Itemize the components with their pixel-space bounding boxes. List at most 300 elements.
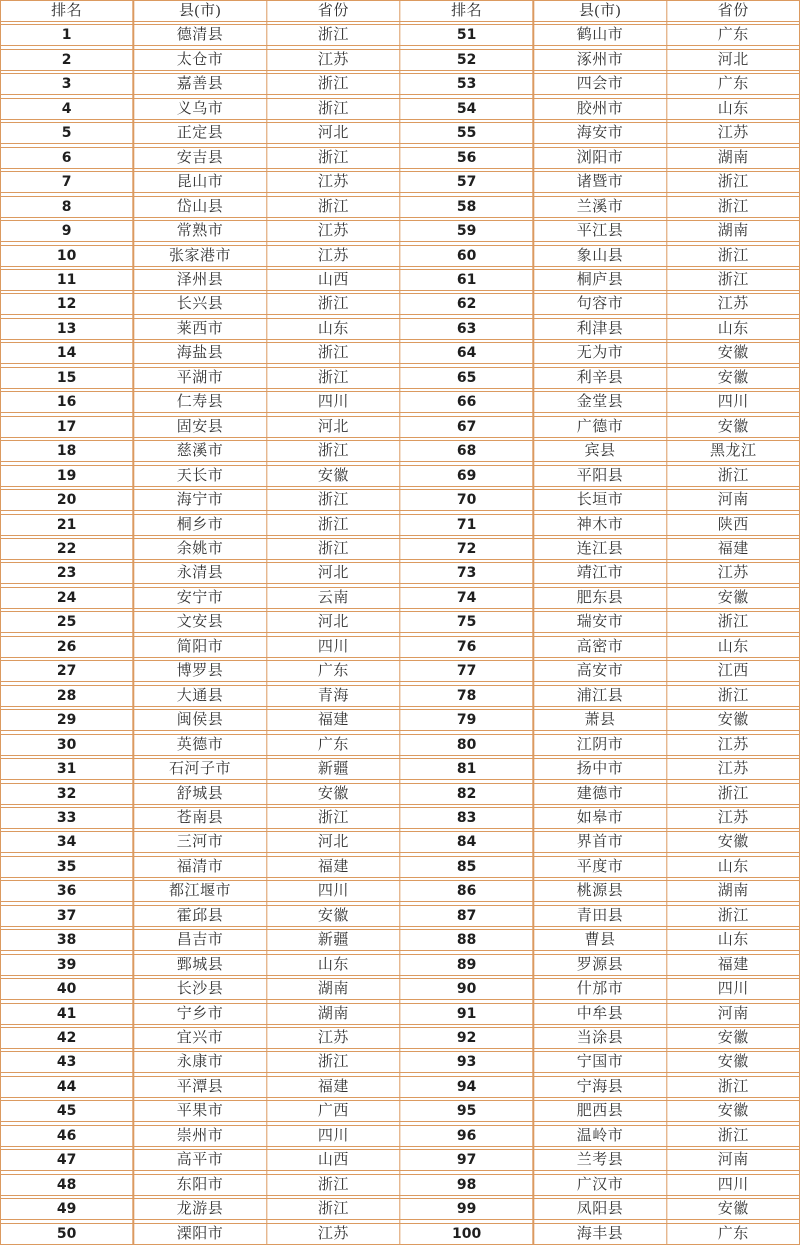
rank-cell: 42 (56, 1030, 77, 1047)
province-cell: 湖南 (717, 223, 749, 240)
rank-cell: 10 (56, 247, 77, 264)
province-cell: 江苏 (717, 761, 749, 778)
rank-cell: 9 (61, 223, 72, 240)
province-cell: 广东 (317, 736, 349, 753)
county-cell: 桐乡市 (176, 516, 224, 533)
table-row (0, 954, 800, 976)
province-cell: 浙江 (717, 271, 749, 288)
rank-cell: 55 (456, 125, 477, 142)
rank-cell: 75 (456, 614, 477, 631)
county-cell: 慈溪市 (176, 443, 224, 460)
rank-cell: 45 (56, 1103, 77, 1120)
county-cell: 安宁市 (176, 589, 224, 606)
table-row (0, 196, 800, 218)
county-cell: 句容市 (576, 296, 624, 313)
province-cell: 浙江 (317, 540, 349, 557)
province-cell: 湖南 (317, 981, 349, 998)
county-cell: 海盐县 (176, 345, 224, 362)
header-cell: 排名 (51, 3, 83, 19)
table-row (0, 880, 800, 902)
rank-cell: 32 (56, 785, 77, 802)
rank-cell: 4 (61, 100, 72, 117)
table-row (0, 905, 800, 927)
table-row (0, 367, 800, 389)
rank-cell: 29 (56, 712, 77, 729)
province-cell: 安徽 (717, 1201, 749, 1218)
province-cell: 广东 (317, 663, 349, 680)
rank-cell: 92 (456, 1030, 477, 1047)
county-cell: 太仓市 (176, 51, 224, 68)
county-cell: 桐庐县 (576, 271, 624, 288)
rank-cell: 66 (456, 394, 477, 411)
rank-cell: 97 (456, 1152, 477, 1169)
rank-cell: 20 (56, 492, 77, 509)
table-row (0, 1003, 800, 1025)
rank-cell: 47 (56, 1152, 77, 1169)
province-cell: 江苏 (317, 1030, 349, 1047)
county-cell: 文安县 (176, 614, 224, 631)
county-cell: 泽州县 (176, 271, 224, 288)
province-cell: 浙江 (317, 516, 349, 533)
province-cell: 浙江 (717, 1078, 749, 1095)
county-cell: 建德市 (576, 785, 624, 802)
rank-cell: 49 (56, 1201, 77, 1218)
province-cell: 浙江 (317, 149, 349, 166)
province-cell: 安徽 (717, 418, 749, 435)
table-row (0, 416, 800, 438)
table-row (0, 220, 800, 242)
county-cell: 简阳市 (176, 638, 224, 655)
province-cell: 河北 (317, 125, 349, 142)
rank-cell: 86 (456, 883, 477, 900)
rank-cell: 80 (456, 736, 477, 753)
county-cell: 广德市 (576, 418, 624, 435)
table-row (0, 1198, 800, 1220)
county-cell: 当涂县 (576, 1030, 624, 1047)
rank-cell: 90 (456, 981, 477, 998)
rank-cell: 19 (56, 467, 77, 484)
county-cell: 海宁市 (176, 492, 224, 509)
province-cell: 四川 (717, 981, 749, 998)
rank-cell: 41 (56, 1005, 77, 1022)
rank-cell: 100 (452, 1225, 482, 1242)
table-row (0, 783, 800, 805)
county-cell: 扬中市 (576, 761, 624, 778)
province-cell: 浙江 (317, 369, 349, 386)
province-cell: 浙江 (317, 1201, 349, 1218)
header-cell: 县(市) (178, 3, 221, 19)
province-cell: 云南 (317, 589, 349, 606)
county-cell: 崇州市 (176, 1127, 224, 1144)
rank-cell: 21 (56, 516, 77, 533)
county-cell: 青田县 (576, 907, 624, 924)
province-cell: 江苏 (717, 565, 749, 582)
rank-cell: 77 (456, 663, 477, 680)
province-cell: 安徽 (717, 1103, 749, 1120)
province-cell: 浙江 (317, 198, 349, 215)
rank-cell: 76 (456, 638, 477, 655)
table-row (0, 758, 800, 780)
rank-cell: 15 (56, 369, 77, 386)
county-cell: 界首市 (576, 834, 624, 851)
rank-cell: 18 (56, 443, 77, 460)
rank-cell: 88 (456, 932, 477, 949)
rank-cell: 51 (456, 27, 477, 44)
rank-cell: 58 (456, 198, 477, 215)
county-cell: 利津县 (576, 320, 624, 337)
rank-cell: 2 (61, 51, 72, 68)
county-cell: 如皋市 (576, 809, 624, 826)
table-row (0, 562, 800, 584)
county-cell: 平度市 (576, 858, 624, 875)
rank-cell: 95 (456, 1103, 477, 1120)
province-cell: 青海 (317, 687, 349, 704)
rank-cell: 93 (456, 1054, 477, 1071)
province-cell: 湖南 (717, 149, 749, 166)
county-cell: 肥东县 (576, 589, 624, 606)
province-cell: 山东 (317, 956, 349, 973)
rank-cell: 60 (456, 247, 477, 264)
county-cell: 曹县 (584, 932, 616, 949)
province-cell: 山东 (717, 932, 749, 949)
province-cell: 广东 (717, 1225, 749, 1242)
county-cell: 靖江市 (576, 565, 624, 582)
county-cell: 象山县 (576, 247, 624, 264)
county-cell: 三河市 (176, 834, 224, 851)
province-cell: 新疆 (317, 932, 349, 949)
county-cell: 金堂县 (576, 394, 624, 411)
county-cell: 昌吉市 (176, 932, 224, 949)
province-cell: 安徽 (717, 369, 749, 386)
county-cell: 龙游县 (176, 1201, 224, 1218)
county-cell: 宁国市 (576, 1054, 624, 1071)
rank-cell: 48 (56, 1176, 77, 1193)
province-cell: 河北 (317, 614, 349, 631)
county-cell: 萧县 (584, 712, 616, 729)
province-cell: 山东 (717, 638, 749, 655)
county-cell: 安吉县 (176, 149, 224, 166)
table-row (0, 1027, 800, 1049)
province-cell: 浙江 (317, 296, 349, 313)
table-row (0, 685, 800, 707)
table-row (0, 147, 800, 169)
table-row (0, 1051, 800, 1073)
province-cell: 四川 (317, 638, 349, 655)
table-row (0, 24, 800, 46)
rank-cell: 35 (56, 858, 77, 875)
table-row (0, 269, 800, 291)
province-cell: 新疆 (317, 761, 349, 778)
county-cell: 四会市 (576, 76, 624, 93)
table-row (0, 514, 800, 536)
table-row (0, 1223, 800, 1245)
rank-cell: 14 (56, 345, 77, 362)
province-cell: 安徽 (317, 785, 349, 802)
table-row (0, 807, 800, 829)
county-cell: 常熟市 (176, 223, 224, 240)
rank-cell: 50 (56, 1225, 77, 1242)
table-row (0, 831, 800, 853)
province-cell: 安徽 (317, 467, 349, 484)
table-row (0, 611, 800, 633)
rank-cell: 13 (56, 320, 77, 337)
province-cell: 河南 (717, 492, 749, 509)
county-cell: 闽侯县 (176, 712, 224, 729)
county-cell: 义乌市 (176, 100, 224, 117)
table-row (0, 1100, 800, 1122)
province-cell: 浙江 (317, 345, 349, 362)
province-cell: 江苏 (317, 223, 349, 240)
province-cell: 浙江 (317, 1176, 349, 1193)
table-row (0, 709, 800, 731)
rank-cell: 37 (56, 907, 77, 924)
rank-cell: 87 (456, 907, 477, 924)
province-cell: 安徽 (717, 712, 749, 729)
county-cell: 东阳市 (176, 1176, 224, 1193)
table-row (0, 245, 800, 267)
rank-cell: 30 (56, 736, 77, 753)
rank-cell: 57 (456, 174, 477, 191)
county-cell: 广汉市 (576, 1176, 624, 1193)
table-row (0, 1174, 800, 1196)
rank-cell: 28 (56, 687, 77, 704)
rank-cell: 83 (456, 809, 477, 826)
province-cell: 河北 (717, 51, 749, 68)
table-row (0, 1149, 800, 1171)
county-cell: 涿州市 (576, 51, 624, 68)
province-cell: 江苏 (717, 809, 749, 826)
province-cell: 江苏 (317, 1225, 349, 1242)
rank-cell: 24 (56, 589, 77, 606)
rank-cell: 25 (56, 614, 77, 631)
county-cell: 岱山县 (176, 198, 224, 215)
county-cell: 大通县 (176, 687, 224, 704)
rank-cell: 34 (56, 834, 77, 851)
province-cell: 河北 (317, 834, 349, 851)
rank-cell: 82 (456, 785, 477, 802)
province-cell: 安徽 (717, 1030, 749, 1047)
table-row (0, 734, 800, 756)
county-cell: 高平市 (176, 1152, 224, 1169)
county-cell: 天长市 (176, 467, 224, 484)
county-cell: 余姚市 (176, 540, 224, 557)
province-cell: 四川 (317, 1127, 349, 1144)
rank-cell: 69 (456, 467, 477, 484)
county-cell: 海丰县 (576, 1225, 624, 1242)
province-cell: 江苏 (317, 51, 349, 68)
county-cell: 胶州市 (576, 100, 624, 117)
county-cell: 张家港市 (168, 247, 231, 264)
rank-cell: 1 (61, 27, 72, 44)
county-cell: 长兴县 (176, 296, 224, 313)
province-cell: 浙江 (317, 76, 349, 93)
county-cell: 凤阳县 (576, 1201, 624, 1218)
table-row (0, 391, 800, 413)
county-cell: 诸暨市 (576, 174, 624, 191)
county-cell: 舒城县 (176, 785, 224, 802)
province-cell: 江苏 (717, 736, 749, 753)
table-row (0, 929, 800, 951)
rank-cell: 79 (456, 712, 477, 729)
county-cell: 宾县 (584, 443, 616, 460)
header-cell: 省份 (317, 3, 349, 19)
county-cell: 平江县 (576, 223, 624, 240)
county-cell: 博罗县 (176, 663, 224, 680)
province-cell: 四川 (717, 1176, 749, 1193)
rank-cell: 72 (456, 540, 477, 557)
rank-cell: 65 (456, 369, 477, 386)
county-cell: 平湖市 (176, 369, 224, 386)
rank-cell: 43 (56, 1054, 77, 1071)
province-cell: 四川 (317, 394, 349, 411)
province-cell: 安徽 (717, 834, 749, 851)
county-cell: 兰溪市 (576, 198, 624, 215)
county-cell: 苍南县 (176, 809, 224, 826)
province-cell: 浙江 (317, 100, 349, 117)
rank-cell: 71 (456, 516, 477, 533)
rank-cell: 11 (56, 271, 77, 288)
province-cell: 浙江 (717, 174, 749, 191)
rank-cell: 40 (56, 981, 77, 998)
county-cell: 英德市 (176, 736, 224, 753)
county-cell: 德清县 (176, 27, 224, 44)
province-cell: 安徽 (717, 1054, 749, 1071)
county-cell: 高密市 (576, 638, 624, 655)
county-cell: 平果市 (176, 1103, 224, 1120)
province-cell: 河北 (317, 565, 349, 582)
province-cell: 河南 (717, 1152, 749, 1169)
province-cell: 浙江 (717, 467, 749, 484)
province-cell: 山东 (717, 320, 749, 337)
table-row (0, 440, 800, 462)
table-row (0, 171, 800, 193)
table-row (0, 587, 800, 609)
province-cell: 山西 (317, 1152, 349, 1169)
table-row (0, 538, 800, 560)
province-cell: 山东 (317, 320, 349, 337)
table-row (0, 978, 800, 1000)
table-row (0, 293, 800, 315)
county-cell: 温岭市 (576, 1127, 624, 1144)
rank-cell: 56 (456, 149, 477, 166)
county-cell: 霍邱县 (176, 907, 224, 924)
province-cell: 山东 (717, 858, 749, 875)
province-cell: 江西 (717, 663, 749, 680)
province-cell: 安徽 (717, 589, 749, 606)
rank-cell: 39 (56, 956, 77, 973)
rank-cell: 22 (56, 540, 77, 557)
rank-cell: 98 (456, 1176, 477, 1193)
table-row (0, 465, 800, 487)
county-cell: 福清市 (176, 858, 224, 875)
province-cell: 福建 (717, 540, 749, 557)
rank-cell: 12 (56, 296, 77, 313)
rank-cell: 73 (456, 565, 477, 582)
rank-cell: 62 (456, 296, 477, 313)
rank-cell: 6 (61, 149, 72, 166)
table-row (0, 122, 800, 144)
province-cell: 浙江 (317, 27, 349, 44)
county-cell: 利辛县 (576, 369, 624, 386)
county-cell: 永康市 (176, 1054, 224, 1071)
province-cell: 安徽 (717, 345, 749, 362)
county-cell: 浦江县 (576, 687, 624, 704)
province-cell: 河北 (317, 418, 349, 435)
rank-cell: 59 (456, 223, 477, 240)
county-cell: 无为市 (576, 345, 624, 362)
table-row (0, 98, 800, 120)
header-cell: 省份 (717, 3, 749, 19)
county-cell: 平潭县 (176, 1078, 224, 1095)
province-cell: 浙江 (317, 809, 349, 826)
province-cell: 安徽 (317, 907, 349, 924)
rank-cell: 89 (456, 956, 477, 973)
county-cell: 莱西市 (176, 320, 224, 337)
county-cell: 长垣市 (576, 492, 624, 509)
rank-cell: 23 (56, 565, 77, 582)
province-cell: 浙江 (717, 687, 749, 704)
rank-cell: 7 (61, 174, 72, 191)
province-cell: 江苏 (317, 247, 349, 264)
province-cell: 浙江 (717, 1127, 749, 1144)
rank-cell: 3 (61, 76, 72, 93)
province-cell: 河南 (717, 1005, 749, 1022)
table-row (0, 1125, 800, 1147)
province-cell: 陕西 (717, 516, 749, 533)
rank-cell: 46 (56, 1127, 77, 1144)
rank-cell: 68 (456, 443, 477, 460)
rank-cell: 16 (56, 394, 77, 411)
rank-cell: 61 (456, 271, 477, 288)
header-cell: 排名 (451, 3, 483, 19)
rank-cell: 27 (56, 663, 77, 680)
county-cell: 仁寿县 (176, 394, 224, 411)
province-cell: 浙江 (717, 907, 749, 924)
table-row (0, 73, 800, 95)
county-cell: 长沙县 (176, 981, 224, 998)
rank-cell: 63 (456, 320, 477, 337)
table-row (0, 489, 800, 511)
rank-cell: 38 (56, 932, 77, 949)
county-cell: 嘉善县 (176, 76, 224, 93)
province-cell: 福建 (717, 956, 749, 973)
county-cell: 昆山市 (176, 174, 224, 191)
rank-cell: 64 (456, 345, 477, 362)
county-cell: 浏阳市 (576, 149, 624, 166)
county-cell: 中牟县 (576, 1005, 624, 1022)
rank-cell: 84 (456, 834, 477, 851)
county-cell: 石河子市 (168, 761, 231, 778)
province-cell: 黑龙江 (710, 443, 757, 460)
rank-cell: 53 (456, 76, 477, 93)
county-cell: 罗源县 (576, 956, 624, 973)
county-cell: 都江堰市 (168, 883, 231, 900)
rank-cell: 44 (56, 1078, 77, 1095)
county-cell: 鹤山市 (576, 27, 624, 44)
county-cell: 瑞安市 (576, 614, 624, 631)
rank-cell: 5 (61, 125, 72, 142)
rank-cell: 36 (56, 883, 77, 900)
rank-cell: 8 (61, 198, 72, 215)
province-cell: 四川 (717, 394, 749, 411)
rank-cell: 91 (456, 1005, 477, 1022)
province-cell: 福建 (317, 858, 349, 875)
province-cell: 山西 (317, 271, 349, 288)
table-row (0, 636, 800, 658)
county-cell: 桃源县 (576, 883, 624, 900)
county-cell: 肥西县 (576, 1103, 624, 1120)
rank-cell: 67 (456, 418, 477, 435)
